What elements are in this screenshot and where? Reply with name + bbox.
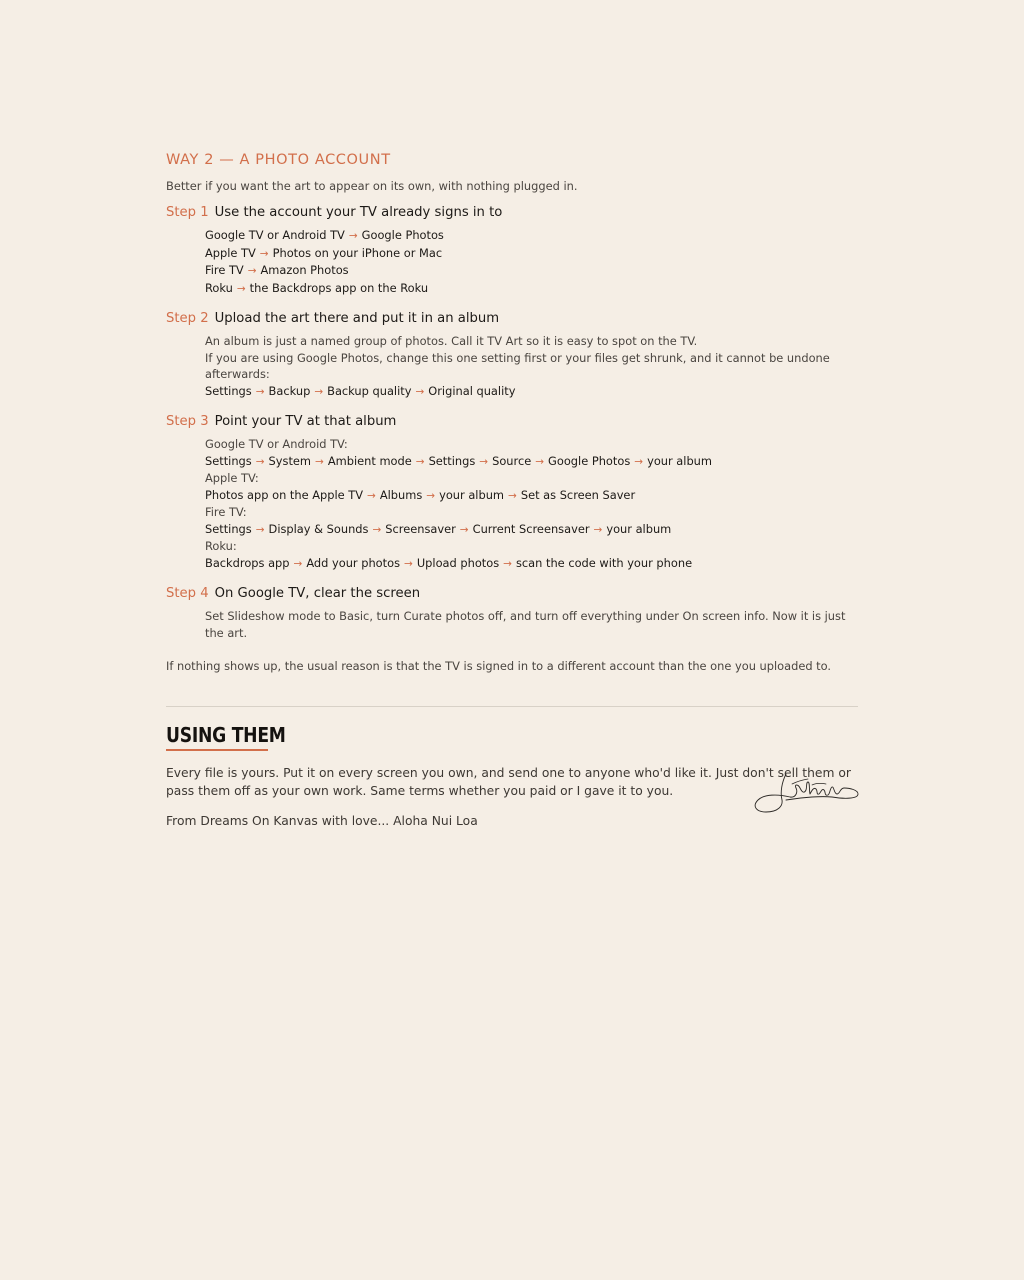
arrow-right-icon: → — [593, 523, 603, 536]
path-item-albums: Albums — [379, 487, 423, 502]
device-label: Roku: — [205, 539, 237, 553]
step-number: Step 2 — [166, 311, 209, 326]
arrow-right-icon: → — [479, 455, 489, 468]
path-item-apple-tv: Apple TV — [205, 245, 256, 260]
step-3 — [166, 412, 858, 572]
arrow-right-icon: → — [255, 455, 265, 468]
menu-path — [205, 555, 858, 573]
path-item-your-album: your album — [647, 453, 713, 468]
path-item-your-album: your album — [439, 487, 505, 502]
path-item-settings: Settings — [205, 453, 252, 468]
path-item-source: Source — [492, 453, 532, 468]
path-item-settings: Settings — [428, 453, 476, 468]
arrow-right-icon: → — [426, 489, 436, 502]
path-item-current-screensaver: Current Screensaver — [472, 521, 590, 536]
device-label: Google TV or Android TV: — [205, 437, 348, 451]
menu-path — [205, 245, 858, 263]
menu-path — [205, 487, 858, 505]
step-note: If you are using Google Photos, change this one setting first or your files get shrunk, and it cannot be undone afterwards: — [205, 350, 830, 381]
path-item-amazon-photos: Amazon Photos — [260, 263, 349, 277]
step-title: On Google TV, clear the screen — [214, 586, 421, 601]
path-item-photos-on-your-iphone-or-mac: Photos on your iPhone or Mac — [272, 245, 443, 260]
step-1 — [166, 203, 858, 297]
step-body — [205, 608, 858, 641]
section-divider — [166, 706, 858, 707]
step-heading — [166, 412, 858, 432]
path-item-google-photos: Google Photos — [361, 228, 444, 242]
path-item-photos-app-on-the-apple-tv: Photos app on the Apple TV — [205, 487, 364, 502]
path-item-backup: Backup — [268, 383, 311, 398]
arrow-right-icon: → — [348, 230, 358, 242]
arrow-right-icon: → — [367, 489, 376, 502]
step-note: Set Slideshow mode to Basic, turn Curate photos off, and turn off everything under On screen info. Now it is just the art. — [205, 609, 846, 640]
troubleshooting-note: If nothing shows up, the usual reason is that the TV is signed in to a different account than the one you uploaded to. — [166, 659, 832, 673]
menu-path — [205, 262, 858, 280]
arrow-right-icon: → — [372, 523, 382, 536]
step-note: An album is just a named group of photos. Call it TV Art so it is easy to spot on the TV. — [205, 334, 698, 348]
step-body — [205, 436, 858, 572]
path-item-backup-quality: Backup quality — [327, 383, 412, 398]
arrow-right-icon: → — [415, 455, 425, 468]
arrow-right-icon: → — [314, 385, 324, 398]
arrow-right-icon: → — [508, 489, 517, 502]
section-title-way-2: WAY 2 — A PHOTO ACCOUNT — [166, 152, 391, 168]
arrow-right-icon: → — [503, 557, 512, 570]
steps-list — [166, 203, 858, 641]
path-item-upload-photos: Upload photos — [416, 555, 500, 570]
handwritten-signature — [752, 770, 860, 820]
section-intro: Better if you want the art to appear on its own, with nothing plugged in. — [166, 179, 578, 193]
step-number: Step 1 — [166, 205, 209, 220]
arrow-right-icon: → — [255, 385, 265, 398]
device-label: Apple TV: — [205, 471, 259, 485]
path-item-backdrops-app: Backdrops app — [205, 555, 290, 570]
arrow-right-icon: → — [634, 455, 644, 468]
step-2 — [166, 309, 858, 400]
path-item-settings: Settings — [205, 521, 252, 536]
arrow-right-icon: → — [415, 385, 425, 398]
path-item-original-quality: Original quality — [428, 383, 516, 398]
arrow-right-icon: → — [236, 282, 246, 295]
usage-terms-paragraph: Every file is yours. Put it on every screen you own, and send one to anyone who'd like it. Just don't sell them or pass them off as your own work. Same terms whether you paid or I gave it to you. — [166, 766, 851, 798]
path-item-set-as-screen-saver: Set as Screen Saver — [520, 487, 636, 502]
menu-path — [205, 453, 858, 471]
path-item-system: System — [268, 453, 312, 468]
signoff-text: From Dreams On Kanvas with love... Aloha Nui Loa — [166, 814, 478, 828]
menu-path — [205, 383, 858, 401]
heading-underline — [166, 749, 268, 751]
arrow-right-icon: → — [247, 265, 257, 277]
arrow-right-icon: → — [535, 455, 545, 468]
arrow-right-icon: → — [315, 455, 324, 468]
using-them-heading: USING THEM — [166, 723, 286, 747]
device-label: Fire TV: — [205, 505, 247, 519]
path-item-ambient-mode: Ambient mode — [327, 453, 412, 468]
menu-path — [205, 227, 858, 245]
step-body — [205, 333, 858, 400]
path-item-settings: Settings — [205, 383, 252, 398]
step-number: Step 3 — [166, 414, 209, 429]
menu-path — [205, 280, 858, 298]
arrow-right-icon: → — [293, 557, 303, 570]
path-item-google-tv-or-android-tv: Google TV or Android TV — [205, 228, 345, 242]
step-heading — [166, 584, 858, 604]
path-item-google-photos: Google Photos — [548, 453, 631, 468]
menu-path — [205, 521, 858, 539]
path-item-fire-tv: Fire TV — [205, 263, 244, 277]
step-title: Point your TV at that album — [214, 414, 397, 429]
arrow-right-icon: → — [255, 523, 265, 536]
arrow-right-icon: → — [404, 557, 413, 570]
step-heading — [166, 203, 858, 223]
path-item-display-sounds: Display & Sounds — [268, 521, 369, 536]
path-item-screensaver: Screensaver — [385, 521, 456, 536]
path-item-roku: Roku — [205, 280, 233, 295]
step-body — [205, 227, 858, 297]
signature-graphic — [752, 770, 860, 816]
path-item-your-album: your album — [606, 521, 672, 536]
step-number: Step 4 — [166, 586, 209, 601]
path-item-the-backdrops-app-on-the-roku: the Backdrops app on the Roku — [249, 280, 429, 295]
path-item-add-your-photos: Add your photos — [306, 555, 401, 570]
path-item-scan-the-code-with-your-phone: scan the code with your phone — [515, 555, 693, 570]
document-page — [166, 150, 858, 830]
step-heading — [166, 309, 858, 329]
step-title: Upload the art there and put it in an album — [214, 311, 500, 326]
step-title: Use the account your TV already signs in to — [214, 205, 503, 220]
step-4 — [166, 584, 858, 641]
arrow-right-icon: → — [459, 523, 469, 536]
arrow-right-icon: → — [259, 247, 269, 260]
